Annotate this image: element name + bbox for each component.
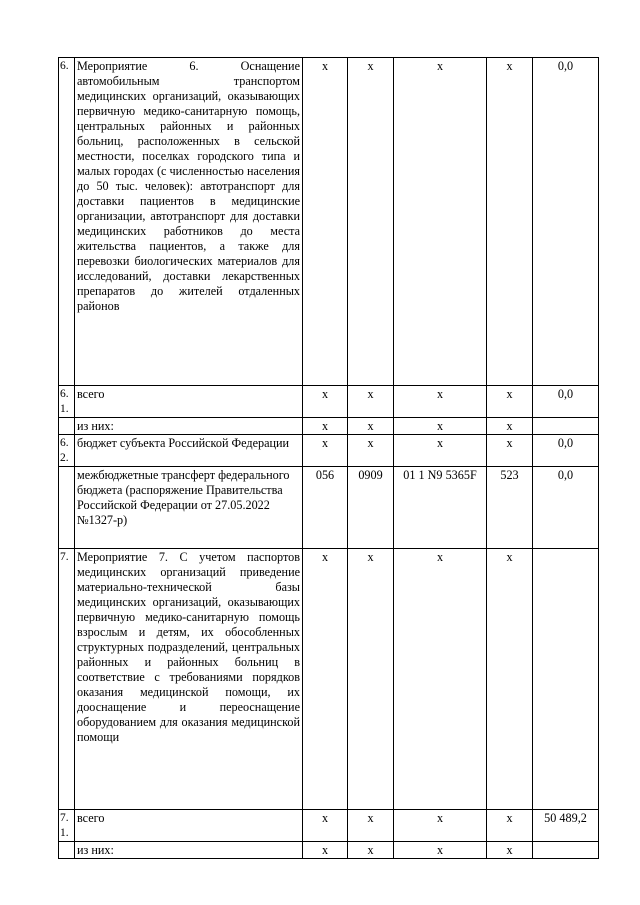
row-description: из них:	[75, 842, 303, 859]
table-row	[59, 467, 599, 549]
cell-code-2: х	[348, 58, 394, 386]
cell-amount: 0,0	[533, 58, 599, 386]
cell-code-4: х	[487, 435, 533, 467]
cell-code-2: 0909	[348, 467, 394, 549]
table-row	[59, 549, 599, 810]
table-row	[59, 386, 599, 418]
cell-code-1: х	[303, 58, 348, 386]
cell-code-4: х	[487, 386, 533, 418]
row-number: 7.1.	[59, 810, 75, 842]
cell-code-1: х	[303, 418, 348, 435]
cell-code-4: х	[487, 842, 533, 859]
row-description: всего	[75, 810, 303, 842]
cell-code-3: 01 1 N9 5365F	[394, 467, 487, 549]
cell-code-3: х	[394, 549, 487, 810]
cell-amount: 50 489,2	[533, 810, 599, 842]
cell-code-3: х	[394, 842, 487, 859]
cell-code-1: 056	[303, 467, 348, 549]
row-description: межбюджетные трансферт федерального бюджета (распоряжение Правительства Российской Федерации от 27.05.2022 №1327-р)	[75, 467, 303, 549]
row-number	[59, 467, 75, 549]
cell-code-2: х	[348, 810, 394, 842]
row-number: 6.2.	[59, 435, 75, 467]
table-row	[59, 810, 599, 842]
row-description: Мероприятие 6. Оснащение автомобильным транспортом медицинских организаций, оказывающих первичную медико-санитарную помощь, центральных районных и районных больниц, расположенных в сельской местности, поселках городского типа и малых городах (с численностью населения до 50 тыс. человек): автотранспорт для доставки пациентов в медицинские организации, автотранспорт для доставки медицинских работников до места жительства пациентов, а также для перевозки биологических материалов для исследований, доставки лекарственных препаратов до жителей отдаленных районов	[75, 58, 303, 386]
cell-code-3: х	[394, 810, 487, 842]
row-description: Мероприятие 7. С учетом паспортов медицинских организаций приведение материально-технической базы медицинских организаций, оказывающих первичную медико-санитарную помощь взрослым и детям, их обособленных структурных подразделений, центральных районных и районных больниц в соответствие с требованиями порядков оказания медицинской помощи, их дооснащение и переоснащение оборудованием для оказания медицинской помощи	[75, 549, 303, 810]
table-row	[59, 58, 599, 386]
row-number: 6.	[59, 58, 75, 386]
table-row	[59, 842, 599, 859]
row-number	[59, 842, 75, 859]
cell-code-1: х	[303, 549, 348, 810]
cell-code-4: х	[487, 549, 533, 810]
cell-code-2: х	[348, 549, 394, 810]
row-number: 6.1.	[59, 386, 75, 418]
cell-amount	[533, 549, 599, 810]
cell-code-3: х	[394, 58, 487, 386]
cell-code-3: х	[394, 435, 487, 467]
cell-code-2: х	[348, 418, 394, 435]
cell-amount: 0,0	[533, 435, 599, 467]
table-row	[59, 435, 599, 467]
cell-code-4: х	[487, 58, 533, 386]
cell-code-2: х	[348, 842, 394, 859]
cell-code-2: х	[348, 386, 394, 418]
cell-code-3: х	[394, 386, 487, 418]
cell-code-1: х	[303, 386, 348, 418]
budget-table	[58, 57, 599, 859]
row-description: бюджет субъекта Российской Федерации	[75, 435, 303, 467]
cell-code-1: х	[303, 435, 348, 467]
cell-code-1: х	[303, 810, 348, 842]
row-description: всего	[75, 386, 303, 418]
table-row	[59, 418, 599, 435]
cell-amount: 0,0	[533, 386, 599, 418]
cell-code-3: х	[394, 418, 487, 435]
row-description: из них:	[75, 418, 303, 435]
cell-code-4: 523	[487, 467, 533, 549]
cell-code-4: х	[487, 418, 533, 435]
cell-code-4: х	[487, 810, 533, 842]
row-number: 7.	[59, 549, 75, 810]
cell-amount: 0,0	[533, 467, 599, 549]
cell-code-2: х	[348, 435, 394, 467]
cell-amount	[533, 842, 599, 859]
cell-code-1: х	[303, 842, 348, 859]
row-number	[59, 418, 75, 435]
cell-amount	[533, 418, 599, 435]
